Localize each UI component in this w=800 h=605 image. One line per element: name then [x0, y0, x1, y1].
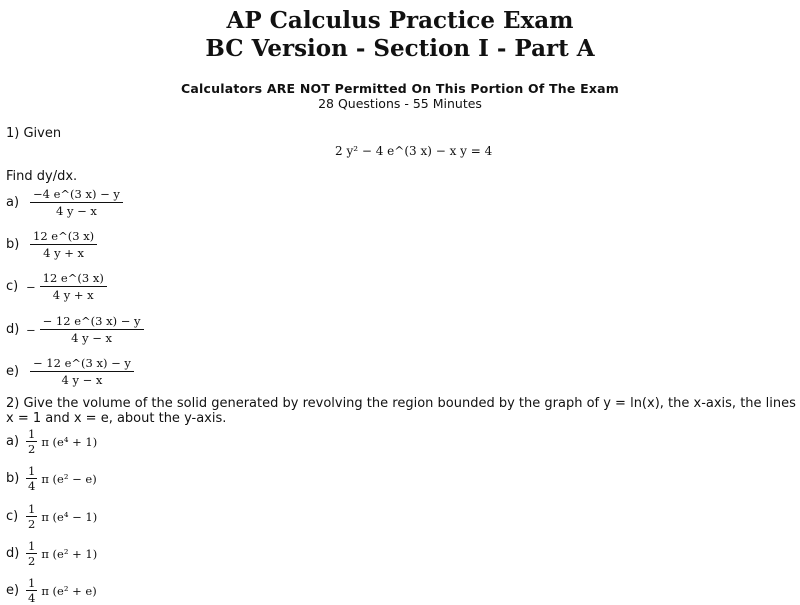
fraction-numerator: 12 e^(3 x) [40, 271, 107, 287]
option-label: d) [6, 546, 20, 561]
fraction-numerator: − 12 e^(3 x) − y [40, 314, 144, 330]
q1-option-e[interactable] [6, 356, 134, 387]
option-sign: − [26, 279, 36, 294]
fraction-numerator: 1 [28, 576, 36, 590]
option-sign: − [26, 322, 36, 337]
option-label: a) [6, 195, 20, 210]
fraction-denominator: 2 [28, 442, 36, 456]
q1-ask: Find dy/dx. [6, 169, 78, 184]
exam-info: 28 Questions - 55 Minutes [318, 96, 482, 111]
option-expression: π (e² + e) [41, 583, 97, 598]
fraction-numerator: 1 [28, 464, 36, 478]
q2-option-e[interactable] [6, 576, 97, 605]
fraction-numerator: 1 [28, 539, 36, 553]
exam-title: AP Calculus Practice Exam [226, 7, 574, 34]
option-expression: π (e⁴ + 1) [41, 434, 98, 449]
option-label: e) [6, 583, 20, 598]
q2-prompt: 2) Give the volume of the solid generated by revolving the region bounded by the graph of y = ln(x), the x-axis, the lines x = 1 and x = e, about the y-axis. [6, 396, 796, 426]
option-label: e) [6, 364, 20, 379]
fraction-denominator: 4 [28, 591, 36, 605]
exam-subtitle: BC Version - Section I - Part A [205, 35, 595, 62]
q1-equation: 2 y² − 4 e^(3 x) − x y = 4 [335, 144, 493, 158]
option-fraction [40, 314, 144, 345]
option-label: a) [6, 434, 20, 449]
fraction-denominator: 4 y − x [56, 204, 97, 218]
q1-option-b[interactable] [6, 229, 97, 260]
q2-option-b[interactable] [6, 464, 97, 493]
coefficient-fraction [26, 502, 37, 531]
q1-option-a[interactable] [6, 187, 123, 218]
fraction-numerator: −4 e^(3 x) − y [30, 187, 123, 203]
calculator-notice: Calculators ARE NOT Permitted On This Portion Of The Exam [181, 81, 619, 96]
option-label: b) [6, 471, 20, 486]
q2-option-a[interactable] [6, 427, 97, 456]
fraction-denominator: 4 y − x [61, 373, 103, 387]
q1-prompt: 1) Given [6, 126, 62, 141]
option-fraction [40, 271, 107, 302]
q1-option-d[interactable] [6, 314, 144, 345]
option-label: b) [6, 237, 20, 252]
fraction-denominator: 4 y + x [43, 246, 85, 260]
option-label: c) [6, 279, 19, 294]
fraction-numerator: 12 e^(3 x) [30, 229, 97, 245]
fraction-denominator: 4 y + x [52, 288, 94, 302]
q2-option-d[interactable] [6, 539, 97, 568]
q1-option-c[interactable] [6, 271, 107, 302]
option-label: c) [6, 509, 19, 524]
option-label: d) [6, 322, 20, 337]
option-expression: π (e² + 1) [41, 546, 98, 561]
coefficient-fraction [26, 464, 37, 493]
coefficient-fraction [26, 427, 37, 456]
fraction-denominator: 4 [28, 479, 36, 493]
option-fraction [30, 187, 123, 218]
option-expression: π (e² − e) [41, 471, 97, 486]
fraction-numerator: 1 [28, 427, 36, 441]
option-fraction [30, 356, 134, 387]
fraction-numerator: − 12 e^(3 x) − y [30, 356, 134, 372]
option-fraction [30, 229, 97, 260]
coefficient-fraction [26, 576, 37, 605]
option-expression: π (e⁴ − 1) [41, 509, 98, 524]
fraction-numerator: 1 [28, 502, 36, 516]
fraction-denominator: 4 y − x [71, 331, 113, 345]
fraction-denominator: 2 [28, 517, 36, 531]
q2-option-c[interactable] [6, 502, 97, 531]
coefficient-fraction [26, 539, 37, 568]
fraction-denominator: 2 [28, 554, 36, 568]
